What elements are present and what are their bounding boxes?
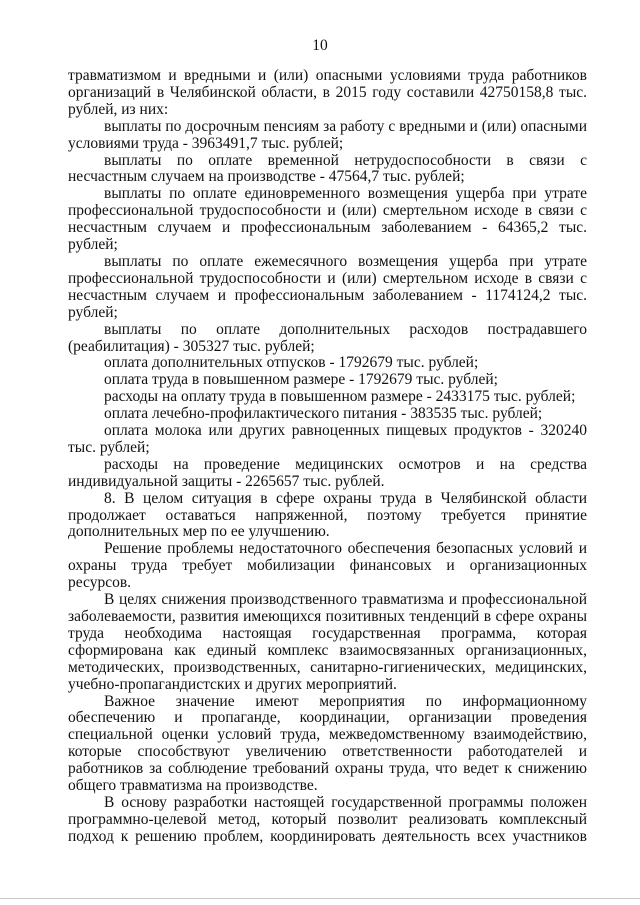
paragraph: выплаты по оплате ежемесячного возмещения ущерба при утрате профессиональной трудоспособности и (или) смертельном исходе в связи с несчастным случаем и профессиональным заболеванием - 1174124,2 тыс. рублей; [68,252,587,321]
paragraph: оплата лечебно-профилактического питания - 383535 тыс. рублей; [104,405,543,423]
page-number: 10 [312,37,328,54]
paragraph: В целях снижения производственного травматизма и профессиональной заболеваемости, развития имеющихся позитивных тенденций в сфере охраны труда необходима настоящая государственная программа, которая сформирована как единый комплекс взаимосвязанных организационных, методических, производственных, санитарно-гигиенических, медицинских, учебно-пропагандистских и других мероприятий. [68,591,587,693]
paragraph: Важное значение имеют мероприятия по информационному обеспечению и пропаганде, координации, организации проведения специальной оценки условий труда, межведомственному взаимодействию, которые способствуют увеличению ответственности работодателей и работников за соблюдение требований охраны труда, что ведет к снижению общего травматизма на производстве. [68,692,587,795]
paragraph: травматизмом и вредными и (или) опасными условиями труда работников организаций в Челябинской области, в 2015 году составили 42750158,8 тыс. рублей, из них: [68,67,587,118]
paragraph: 8. В целом ситуация в сфере охраны труда в Челябинской области продолжает оставаться напряженной, поэтому требуется принятие дополнительных мер по ее улучшению. [68,489,587,541]
bottom-divider [0,898,640,899]
paragraph: В основу разработки настоящей государственной программы положен программно-целевой метод, который позволит реализовать комплексный подход к решению проблем, координировать деятельность всех участников [68,793,587,845]
paragraph: выплаты по оплате единовременного возмещения ущерба при утрате профессиональной трудоспособности и (или) смертельном исходе в связи с несчастным случаем и профессиональным заболеванием - 64365,2 тыс. рублей; [68,185,587,254]
document-body [68,68,587,846]
paragraph: расходы на оплату труда в повышенном размере - 2433175 тыс. рублей; [104,388,576,406]
paragraph: оплата дополнительных отпусков - 1792679 тыс. рублей; [104,354,479,372]
paragraph: оплата труда в повышенном размере - 1792679 тыс. рублей; [104,371,498,389]
paragraph: выплаты по оплате временной нетрудоспособности в связи с несчастным случаем на производстве - 47564,7 тыс. рублей; [68,151,587,186]
paragraph: выплаты по оплате дополнительных расходов пострадавшего (реабилитация) - 305327 тыс. рублей; [68,320,587,355]
paragraph: Решение проблемы недостаточного обеспечения безопасных условий и охраны труда требует мобилизации финансовых и организационных ресурсов. [68,540,587,592]
paragraph: оплата молока или других равноценных пищевых продуктов - 320240 тыс. рублей; [68,422,587,456]
paragraph: расходы на проведение медицинских осмотров и на средства индивидуальной защиты - 2265657 тыс. рублей. [68,455,587,490]
paragraph: выплаты по досрочным пенсиям за работу с вредными и (или) опасными условиями труда - 3963491,7 тыс. рублей; [68,117,587,152]
